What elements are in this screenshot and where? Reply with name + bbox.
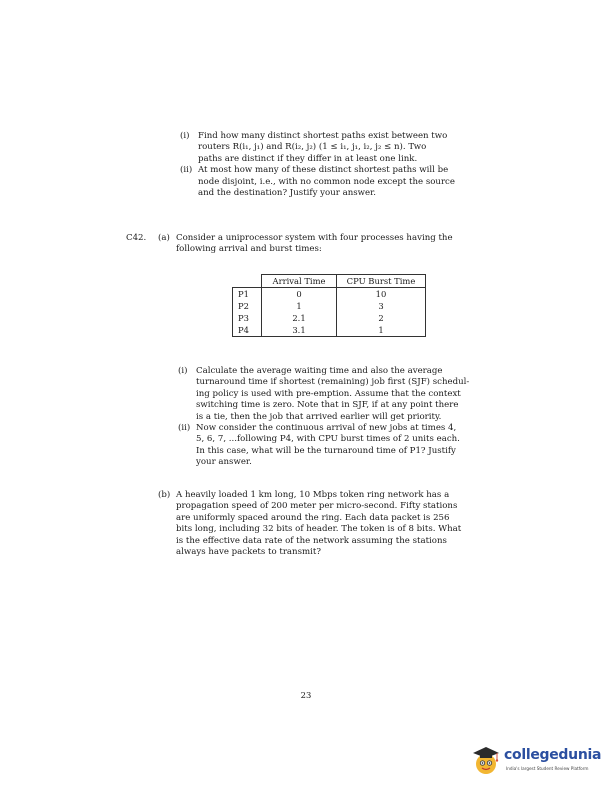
part-b-text (158, 490, 486, 558)
question-part-a (158, 233, 486, 256)
sub-question-a-i (178, 366, 486, 423)
text-line: routers R(i₁, j₁) and R(i₂, j₂) (1 ≤ i₁, j₁, i₂, j₂ ≤ n). Two (198, 142, 427, 153)
text-line: At most how many of these distinct shortest paths will be (198, 165, 449, 176)
burst-time: 10 (337, 288, 426, 301)
text-line: 5, 6, 7, ...following P4, with CPU burst times of 2 units each. (196, 434, 460, 445)
sub-question-label: (ii) (178, 423, 191, 434)
text-line: and the destination? Justify your answer. (198, 188, 376, 199)
process-table (232, 274, 426, 337)
column-header-burst: CPU Burst Time (337, 275, 426, 288)
text-line: node disjoint, i.e., with no common node except the source (198, 176, 455, 187)
process-name: P1 (233, 288, 262, 301)
part-a-intro (158, 233, 486, 256)
logo-name: collegedunia (504, 747, 602, 763)
sub-question-label: (ii) (180, 165, 193, 176)
process-name: P3 (233, 312, 262, 324)
arrival-time: 3.1 (262, 324, 337, 337)
graduation-cap-icon (470, 744, 502, 778)
text-line: Consider a uniprocessor system with four processes having the (176, 233, 453, 243)
part-label: (a) (158, 233, 170, 243)
text-line: A heavily loaded 1 km long, 10 Mbps token ring network has a (176, 490, 450, 500)
text-line: your answer. (196, 457, 252, 468)
question-number: C42. (126, 233, 147, 243)
sub-question-label: (i) (180, 131, 190, 141)
process-name: P4 (233, 324, 262, 337)
sub-question-a-ii (178, 423, 486, 469)
arrival-time: 1 (262, 300, 337, 312)
table-row (233, 300, 426, 312)
page-number: 23 (300, 690, 312, 700)
table-row (233, 312, 426, 324)
text-line: turnaround time if shortest (remaining) job first (SJF) schedul- (196, 377, 470, 388)
previous-question-parts (180, 131, 486, 199)
text-line: propagation speed of 200 meter per micro-second. Fifty stations (176, 501, 458, 512)
text-line: always have packets to transmit? (176, 547, 321, 558)
part-label: (b) (158, 490, 171, 500)
table-row (233, 288, 426, 301)
process-name: P2 (233, 300, 262, 312)
text-line: are uniformly spaced around the ring. Each data packet is 256 (176, 512, 450, 523)
burst-time: 2 (337, 312, 426, 324)
text-line: paths are distinct if they differ in at least one link. (198, 153, 418, 164)
sub-question-i (180, 131, 486, 165)
text-line: In this case, what will be the turnaround time of P1? Justify (196, 445, 456, 456)
arrival-time: 0 (262, 288, 337, 301)
column-header-arrival: Arrival Time (262, 275, 337, 288)
collegedunia-logo (470, 744, 602, 778)
text-line: switching time is zero. Note that in SJF, if at any point there (196, 400, 459, 411)
burst-time: 1 (337, 324, 426, 337)
text-line: is a tie, then the job that arrived earlier will get priority. (196, 411, 442, 422)
sub-question-label: (i) (178, 366, 188, 376)
text-line: Calculate the average waiting time and also the average (196, 366, 443, 376)
logo-tagline: India's largest Student Review Platform (506, 766, 589, 771)
sub-question-ii (180, 165, 486, 199)
burst-time: 3 (337, 300, 426, 312)
arrival-time: 2.1 (262, 312, 337, 324)
text-line: Find how many distinct shortest paths exist between two (198, 131, 448, 141)
table-row (233, 324, 426, 337)
text-line: bits long, including 32 bits of header. The token is of 8 bits. What (176, 524, 462, 535)
text-line: ing policy is used with pre-emption. Assume that the context (196, 388, 461, 399)
text-line: following arrival and burst times: (176, 244, 322, 255)
question-part-b (158, 490, 486, 558)
table-header-row (233, 275, 426, 288)
part-a-subquestions (178, 366, 486, 469)
text-line: is the effective data rate of the network assuming the stations (176, 535, 447, 546)
text-line: Now consider the continuous arrival of new jobs at times 4, (196, 423, 457, 434)
